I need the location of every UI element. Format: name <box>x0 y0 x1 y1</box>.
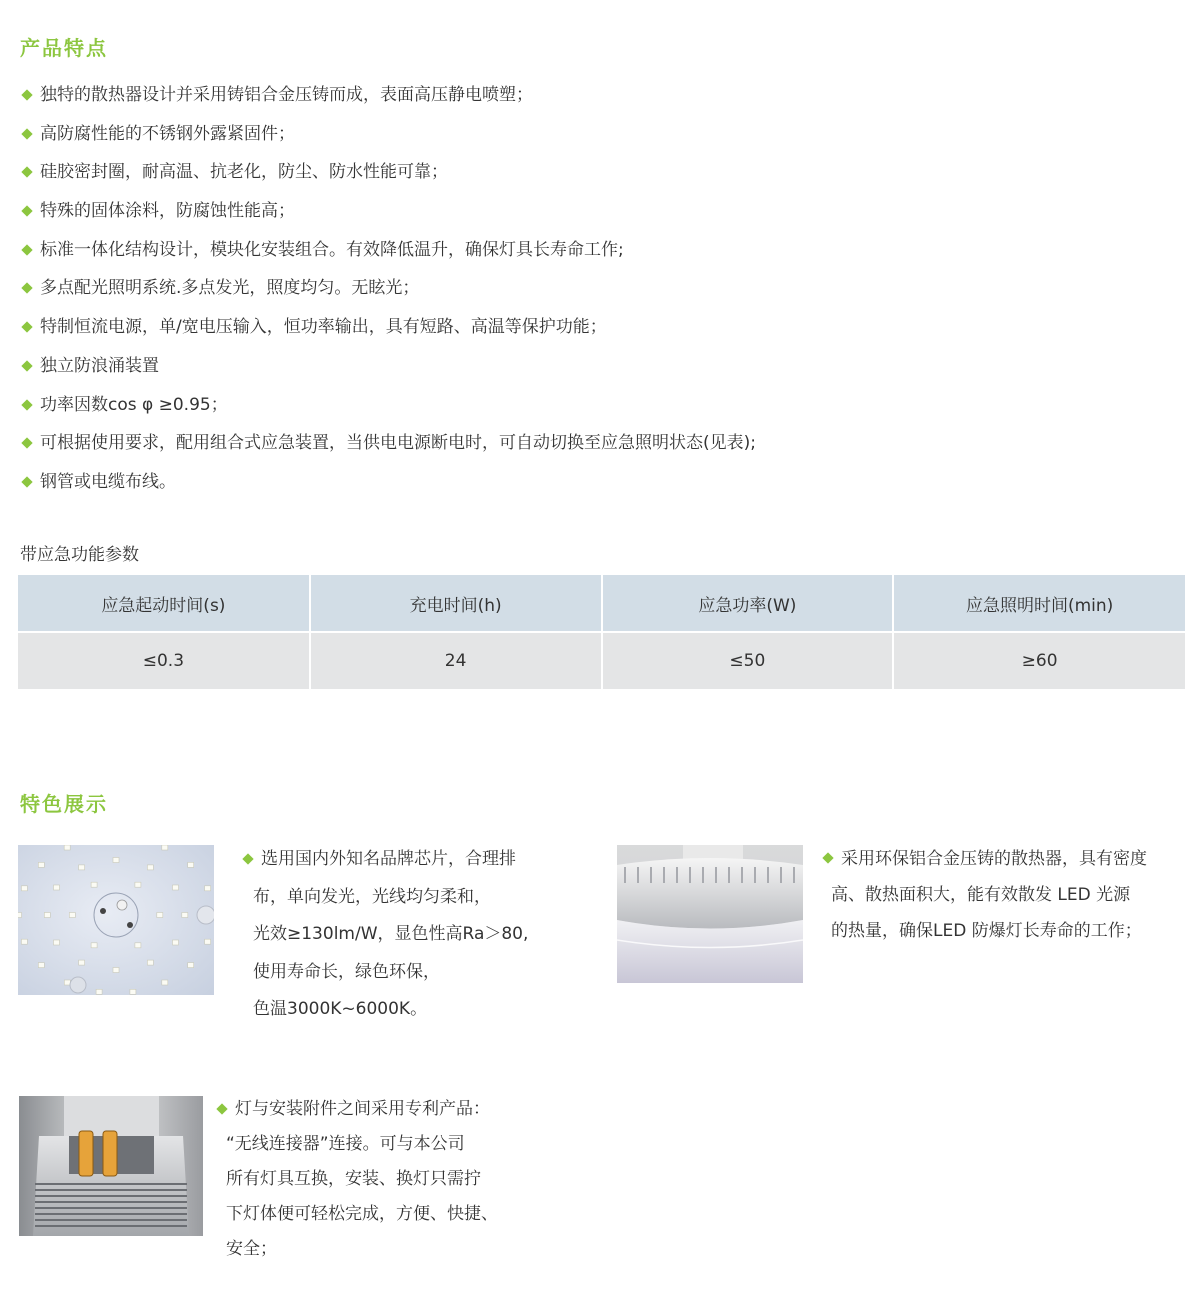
list-item: 钢管或电缆布线。 <box>20 469 756 508</box>
list-item: 硅胶密封圈，耐高温、抗老化，防尘、防水性能可靠； <box>20 159 756 198</box>
diamond-bullet-icon <box>21 360 32 371</box>
list-item: 多点配光照明系统.多点发光，照度均匀。无眩光； <box>20 275 756 314</box>
list-item: 独特的散热器设计并采用铸铝合金压铸而成，表面高压静电喷塑； <box>20 82 756 121</box>
diamond-bullet-icon <box>216 1103 227 1114</box>
table-cell: ≥60 <box>893 632 1185 690</box>
table-row <box>18 632 1185 690</box>
feature-description: 采用环保铝合金压铸的散热器，具有密度 高、散热面积大，能有效散发 LED 光源 的热量，确保LED 防爆灯长寿命的工作； <box>821 841 1147 949</box>
diamond-bullet-icon <box>21 283 32 294</box>
list-item: 独立防浪涌装置 <box>20 353 756 392</box>
diamond-bullet-icon <box>21 128 32 139</box>
list-item: 特制恒流电源，单/宽电压输入，恒功率输出，具有短路、高温等保护功能； <box>20 314 756 353</box>
list-item: 标准一体化结构设计，模块化安装组合。有效降低温升，确保灯具长寿命工作; <box>20 237 756 276</box>
table-cell: ≤0.3 <box>18 632 310 690</box>
table-header-cell: 应急起动时间(s) <box>18 575 310 632</box>
feature-description: 灯与安装附件之间采用专利产品： “无线连接器”连接。可与本公司 所有灯具互换，安装、换灯只需拧 下灯体便可轻松完成，方便、快捷、 安全； <box>215 1092 498 1267</box>
wireless-connector-photo <box>19 1096 203 1236</box>
table-header-cell: 充电时间(h) <box>310 575 602 632</box>
diamond-bullet-icon <box>242 853 253 864</box>
table-header-cell: 应急照明时间(min) <box>893 575 1185 632</box>
table-title: 带应急功能参数 <box>20 545 139 565</box>
diamond-bullet-icon <box>21 321 32 332</box>
section-heading-product-features: 产品特点 <box>20 36 108 60</box>
list-item: 高防腐性能的不锈钢外露紧固件； <box>20 121 756 160</box>
table-header-cell: 应急功率(W) <box>602 575 894 632</box>
diamond-bullet-icon <box>822 852 833 863</box>
section-heading-showcase: 特色展示 <box>20 792 108 816</box>
feature-description: 选用国内外知名品牌芯片，合理排 布，单向发光，光线均匀柔和， 光效≥130lm/W，显色性高Ra＞80, 使用寿命长，绿色环保， 色温3000K~6000K。 <box>241 841 528 1029</box>
aluminum-heatsink-photo <box>617 845 803 983</box>
diamond-bullet-icon <box>21 476 32 487</box>
feature-list <box>20 82 756 508</box>
list-item: 可根据使用要求，配用组合式应急装置，当供电电源断电时，可自动切换至应急照明状态(见表); <box>20 430 756 469</box>
table-header-row <box>18 575 1185 632</box>
led-chip-board-photo <box>18 845 214 995</box>
list-item: 功率因数cos φ ≥0.95； <box>20 392 756 431</box>
emergency-parameter-table <box>18 575 1185 691</box>
diamond-bullet-icon <box>21 167 32 178</box>
diamond-bullet-icon <box>21 438 32 449</box>
diamond-bullet-icon <box>21 89 32 100</box>
diamond-bullet-icon <box>21 205 32 216</box>
list-item: 特殊的固体涂料，防腐蚀性能高； <box>20 198 756 237</box>
table-cell: ≤50 <box>602 632 894 690</box>
diamond-bullet-icon <box>21 399 32 410</box>
table-cell: 24 <box>310 632 602 690</box>
diamond-bullet-icon <box>21 244 32 255</box>
